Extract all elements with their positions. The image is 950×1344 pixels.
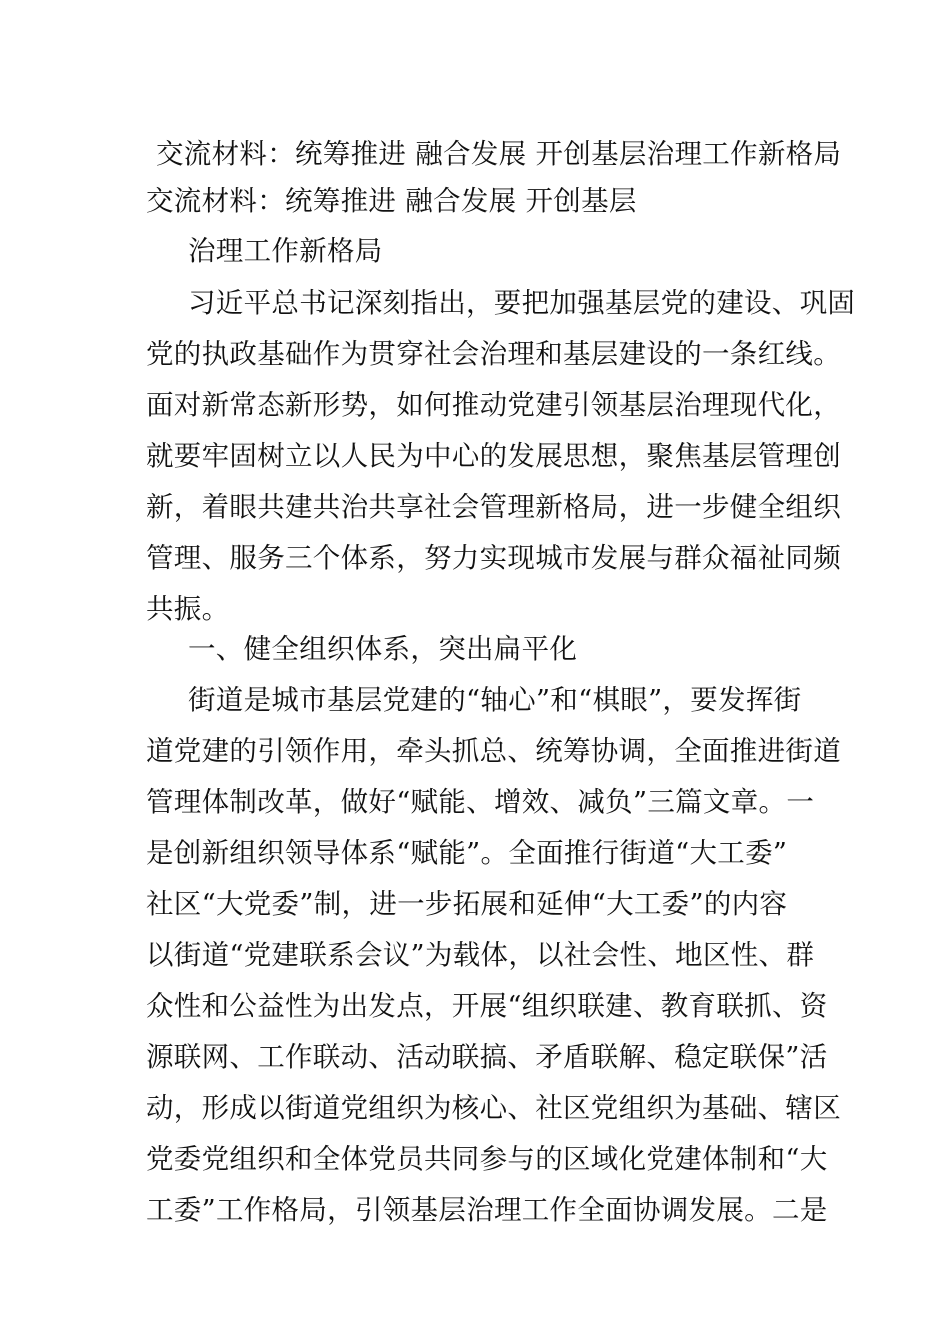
- paragraph-line: 党委党组织和全体党员共同参与的区域化党建体制和“大: [146, 1143, 828, 1175]
- paragraph-line: 管理、服务三个体系，努力实现城市发展与群众福祉同频: [146, 542, 841, 574]
- section-1-heading: 一、健全组织体系，突出扁平化: [188, 633, 578, 665]
- paragraph-line: 是创新组织领导体系“赋能”。全面推行街道“大工委”: [146, 837, 788, 869]
- paragraph-line: 动，形成以街道党组织为核心、社区党组织为基础、辖区: [146, 1092, 841, 1124]
- paragraph-line: 新，着眼共建共治共享社会管理新格局，进一步健全组织: [146, 491, 841, 523]
- paragraph-line: 管理体制改革，做好“赋能、增效、减负”三篇文章。一: [146, 786, 815, 818]
- paragraph-line: 面对新常态新形势，如何推动党建引领基层治理现代化，: [146, 389, 841, 421]
- paragraph-line: 习近平总书记深刻指出，要把加强基层党的建设、巩固: [188, 287, 856, 319]
- paragraph-line: 道党建的引领作用，牵头抓总、统筹协调，全面推进街道: [146, 735, 841, 767]
- title-line-1: 交流材料：统筹推进 融合发展 开创基层: [146, 185, 637, 217]
- paragraph-line: 源联网、工作联动、活动联搞、矛盾联解、稳定联保”活: [146, 1041, 828, 1073]
- paragraph-line: 众性和公益性为出发点，开展“组织联建、教育联抓、资: [146, 990, 828, 1022]
- paragraph-line: 就要牢固树立以人民为中心的发展思想，聚焦基层管理创: [146, 440, 841, 472]
- paragraph-line: 共振。: [146, 593, 230, 625]
- header-line: 交流材料：统筹推进 融合发展 开创基层治理工作新格局: [156, 138, 842, 170]
- paragraph-line: 街道是城市基层党建的“轴心”和“棋眼”，要发挥街: [188, 684, 802, 716]
- paragraph-line: 社区“大党委”制，进一步拓展和延伸“大工委”的内容: [146, 888, 788, 920]
- paragraph-line: 党的执政基础作为贯穿社会治理和基层建设的一条红线。: [146, 338, 841, 370]
- title-line-2: 治理工作新格局: [188, 235, 383, 267]
- paragraph-line: 工委”工作格局，引领基层治理工作全面协调发展。二是: [146, 1194, 828, 1226]
- paragraph-line: 以街道“党建联系会议”为载体，以社会性、地区性、群: [146, 939, 815, 971]
